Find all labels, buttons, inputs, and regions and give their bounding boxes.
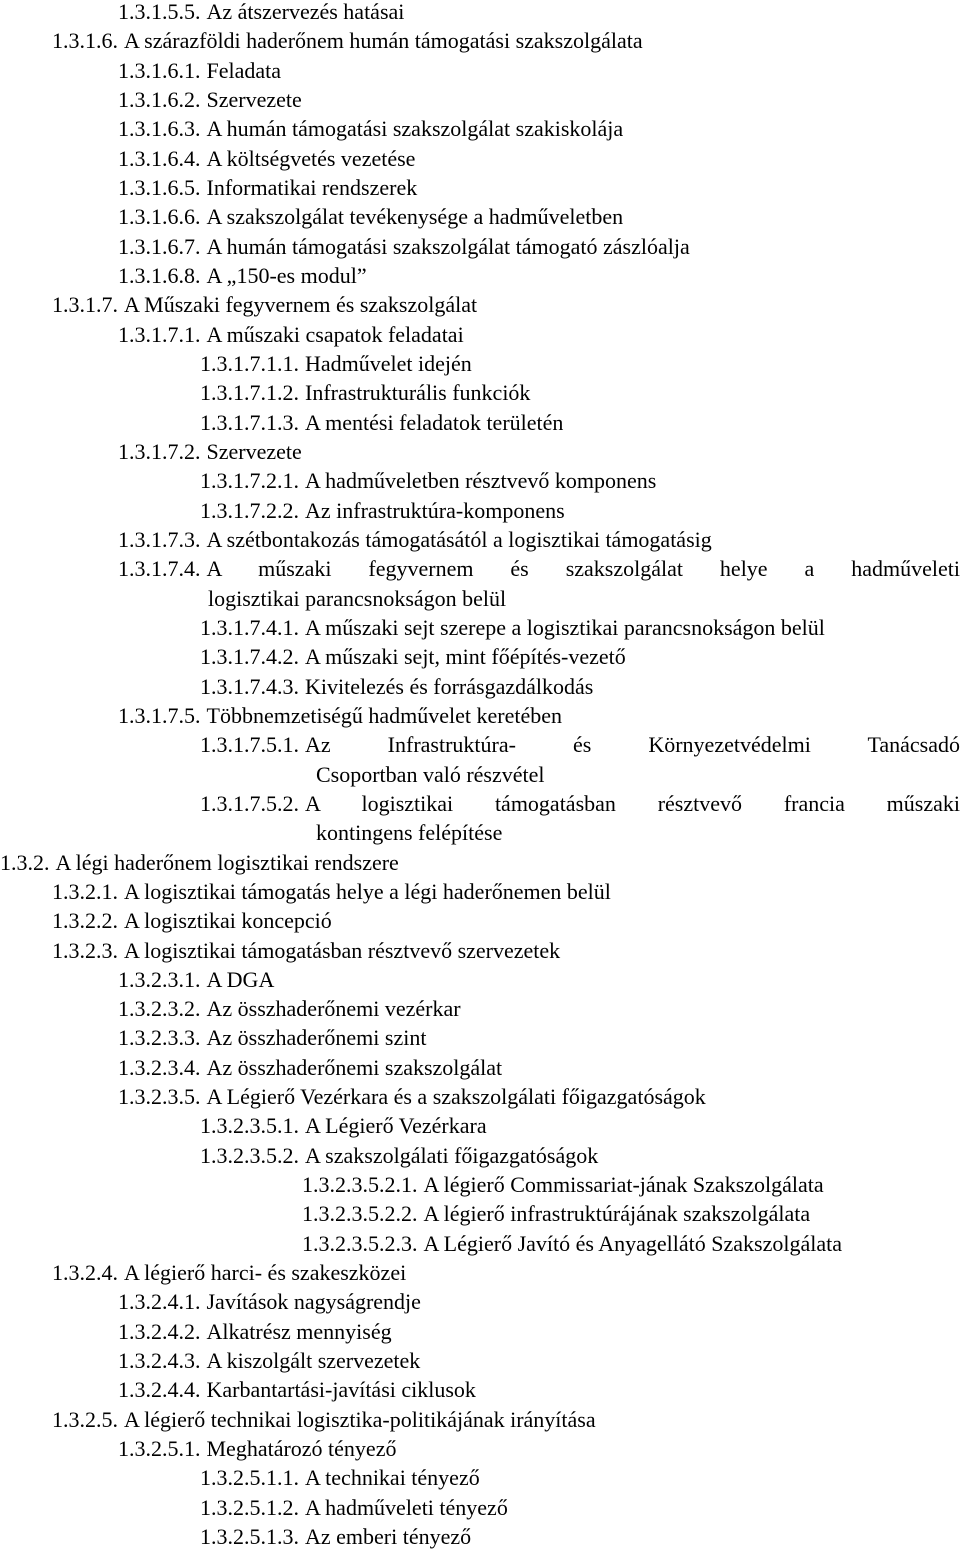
toc-entry-title: A légierő infrastruktúrájának szakszolgálata bbox=[424, 1199, 960, 1228]
toc-entry-number: 1.3.2.5.1.3. bbox=[200, 1522, 299, 1551]
toc-entry-number: 1.3.1.7.4.3. bbox=[200, 672, 299, 701]
toc-entry-title: A szakszolgálat tevékenysége a hadműveletben bbox=[207, 202, 960, 231]
toc-entry-title: Az emberi tényező bbox=[305, 1522, 960, 1551]
toc-entry-number: 1.3.1.7.4.2. bbox=[200, 642, 299, 671]
toc-entry bbox=[0, 877, 960, 906]
toc-entry-number: 1.3.2.5. bbox=[52, 1405, 118, 1434]
toc-entry-title: A légi haderőnem logisztikai rendszere bbox=[56, 848, 960, 877]
toc-entry-title: Az összhaderőnemi szakszolgálat bbox=[207, 1053, 960, 1082]
toc-entry-title: Karbantartási-javítási ciklusok bbox=[207, 1375, 960, 1404]
toc-entry bbox=[0, 144, 960, 173]
toc-entry-number: 1.3.2.3. bbox=[52, 936, 118, 965]
toc-entry bbox=[0, 56, 960, 85]
toc-entry-number: 1.3.1.7.2.2. bbox=[200, 496, 299, 525]
toc-entry-title: Az infrastruktúra-komponens bbox=[305, 496, 960, 525]
toc-entry-number: 1.3.1.7.1.1. bbox=[200, 349, 299, 378]
toc-entry-title: Az átszervezés hatásai bbox=[207, 0, 960, 26]
toc-entry-title: A szárazföldi haderőnem humán támogatási szakszolgálata bbox=[124, 26, 960, 55]
toc-entry bbox=[0, 114, 960, 143]
toc-entry-number: 1.3.2.5.1. bbox=[118, 1434, 201, 1463]
toc-entry-number: 1.3.1.7.1.2. bbox=[200, 378, 299, 407]
toc-entry-number: 1.3.2.4. bbox=[52, 1258, 118, 1287]
toc-entry-number: 1.3.2.5.1.2. bbox=[200, 1493, 299, 1522]
toc-entry-number: 1.3.2.3.4. bbox=[118, 1053, 201, 1082]
toc-entry bbox=[0, 554, 960, 583]
toc-entry-number: 1.3.1.7.4. bbox=[118, 554, 201, 583]
toc-entry-title: Szervezete bbox=[207, 85, 960, 114]
toc-entry-title: A technikai tényező bbox=[305, 1463, 960, 1492]
toc-entry bbox=[0, 613, 960, 642]
toc-entry bbox=[0, 437, 960, 466]
toc-entry bbox=[0, 466, 960, 495]
toc-entry-title: A műszaki sejt szerepe a logisztikai parancsnokságon belül bbox=[305, 613, 960, 642]
toc-entry-number: 1.3.1.5.5. bbox=[118, 0, 201, 26]
toc-entry bbox=[0, 232, 960, 261]
toc-entry-title: A hadműveleti tényező bbox=[305, 1493, 960, 1522]
toc-entry-number: 1.3.1.6.6. bbox=[118, 202, 201, 231]
toc-entry bbox=[0, 965, 960, 994]
toc-entry-title: Az összhaderőnemi vezérkar bbox=[207, 994, 960, 1023]
toc-entry-number: 1.3.1.6.1. bbox=[118, 56, 201, 85]
toc-entry-title: A humán támogatási szakszolgálat szakiskolája bbox=[207, 114, 960, 143]
toc-entry bbox=[0, 290, 960, 319]
toc-entry-title: A hadműveletben résztvevő komponens bbox=[305, 466, 960, 495]
toc-entry-title: A műszaki sejt, mint főépítés-vezető bbox=[305, 642, 960, 671]
toc-entry-continuation bbox=[0, 760, 960, 789]
toc-entry bbox=[0, 789, 960, 818]
toc-entry-title: A szétbontakozás támogatásától a logisztikai támogatásig bbox=[207, 525, 960, 554]
toc-entry-number: 1.3.1.6.3. bbox=[118, 114, 201, 143]
toc-entry bbox=[0, 1141, 960, 1170]
toc-entry-title: A logisztikai támogatásban résztvevő francia műszaki bbox=[305, 789, 960, 818]
toc-entry-number: 1.3.1.7.5. bbox=[118, 701, 201, 730]
toc-entry-number: 1.3.2.3.5.2. bbox=[200, 1141, 299, 1170]
toc-entry-title: A logisztikai koncepció bbox=[124, 906, 960, 935]
toc-entry bbox=[0, 1199, 960, 1228]
toc-entry-title: Az Infrastruktúra- és Környezetvédelmi Tanácsadó bbox=[305, 730, 960, 759]
toc-entry-title: A Légierő Vezérkara és a szakszolgálati főigazgatóságok bbox=[207, 1082, 960, 1111]
toc-entry-title: Többnemzetiségű hadművelet keretében bbox=[207, 701, 960, 730]
toc-entry-title: A műszaki csapatok feladatai bbox=[207, 320, 960, 349]
toc-entry bbox=[0, 408, 960, 437]
toc-entry-title: A mentési feladatok területén bbox=[305, 408, 960, 437]
toc-entry bbox=[0, 261, 960, 290]
toc-entry-title: Szervezete bbox=[207, 437, 960, 466]
toc-entry-number: 1.3.1.7.1. bbox=[118, 320, 201, 349]
toc-entry-title: Informatikai rendszerek bbox=[207, 173, 960, 202]
toc-entry bbox=[0, 1346, 960, 1375]
toc-entry bbox=[0, 672, 960, 701]
toc-entry-title: Feladata bbox=[207, 56, 960, 85]
toc-entry bbox=[0, 1053, 960, 1082]
toc-entry-number: 1.3.1.7.5.1. bbox=[200, 730, 299, 759]
toc-entry-number: 1.3.1.7.2. bbox=[118, 437, 201, 466]
toc-entry bbox=[0, 85, 960, 114]
toc-entry bbox=[0, 1170, 960, 1199]
toc-entry bbox=[0, 848, 960, 877]
toc-entry-title: kontingens felépítése bbox=[316, 818, 960, 847]
toc-entry-title: Infrastrukturális funkciók bbox=[305, 378, 960, 407]
toc-entry bbox=[0, 1375, 960, 1404]
toc-entry-title: Javítások nagyságrendje bbox=[207, 1287, 960, 1316]
toc-entry-number: 1.3.2.3.5. bbox=[118, 1082, 201, 1111]
toc-entry-title: Hadművelet idején bbox=[305, 349, 960, 378]
toc-entry-title: Az összhaderőnemi szint bbox=[207, 1023, 960, 1052]
toc-entry bbox=[0, 320, 960, 349]
toc-entry bbox=[0, 525, 960, 554]
toc-entry-number: 1.3.2.5.1.1. bbox=[200, 1463, 299, 1492]
toc-entry-number: 1.3.1.6.5. bbox=[118, 173, 201, 202]
toc-entry bbox=[0, 26, 960, 55]
toc-entry-number: 1.3.2.3.5.2.2. bbox=[302, 1199, 418, 1228]
toc-entry bbox=[0, 1434, 960, 1463]
toc-entry-number: 1.3.1.6. bbox=[52, 26, 118, 55]
toc-entry-number: 1.3.1.7.5.2. bbox=[200, 789, 299, 818]
toc-entry bbox=[0, 906, 960, 935]
toc-entry-number: 1.3.2.3.5.2.3. bbox=[302, 1229, 418, 1258]
toc-entry bbox=[0, 1229, 960, 1258]
toc-entry-title: A légierő harci- és szakeszközei bbox=[124, 1258, 960, 1287]
toc-entry-number: 1.3.1.7.4.1. bbox=[200, 613, 299, 642]
toc-entry-number: 1.3.1.7. bbox=[52, 290, 118, 319]
toc-entry bbox=[0, 1082, 960, 1111]
toc-entry bbox=[0, 1111, 960, 1140]
toc-entry bbox=[0, 1287, 960, 1316]
toc-entry-number: 1.3.2. bbox=[0, 848, 50, 877]
toc-entry-title: Alkatrész mennyiség bbox=[207, 1317, 960, 1346]
toc-entry-title: A logisztikai támogatás helye a légi haderőnemen belül bbox=[124, 877, 960, 906]
toc-entry-number: 1.3.1.6.4. bbox=[118, 144, 201, 173]
toc-entry-title: A DGA bbox=[207, 965, 960, 994]
toc-entry-number: 1.3.2.4.2. bbox=[118, 1317, 201, 1346]
toc-entry bbox=[0, 349, 960, 378]
toc-entry bbox=[0, 496, 960, 525]
toc-entry-number: 1.3.1.6.8. bbox=[118, 261, 201, 290]
toc-entry-number: 1.3.2.2. bbox=[52, 906, 118, 935]
toc-entry-title: A műszaki fegyvernem és szakszolgálat helye a hadműveleti bbox=[207, 554, 960, 583]
toc-entry bbox=[0, 1405, 960, 1434]
toc-entry bbox=[0, 0, 960, 26]
toc-entry bbox=[0, 730, 960, 759]
toc-entry-title: A költségvetés vezetése bbox=[207, 144, 960, 173]
toc-entry-number: 1.3.2.4.4. bbox=[118, 1375, 201, 1404]
toc-entry-number: 1.3.1.7.2.1. bbox=[200, 466, 299, 495]
toc-entry-title: Meghatározó tényező bbox=[207, 1434, 960, 1463]
toc-entry bbox=[0, 1258, 960, 1287]
toc-entry-number: 1.3.2.4.3. bbox=[118, 1346, 201, 1375]
toc-entry bbox=[0, 378, 960, 407]
toc-entry-number: 1.3.2.1. bbox=[52, 877, 118, 906]
toc-entry-title: Csoportban való részvétel bbox=[316, 760, 960, 789]
toc-entry-number: 1.3.1.7.1.3. bbox=[200, 408, 299, 437]
toc-entry-title: A légierő technikai logisztika-politikájának irányítása bbox=[124, 1405, 960, 1434]
toc-entry bbox=[0, 936, 960, 965]
toc-entry bbox=[0, 1023, 960, 1052]
toc-entry-number: 1.3.1.6.2. bbox=[118, 85, 201, 114]
toc-entry-title: Kivitelezés és forrásgazdálkodás bbox=[305, 672, 960, 701]
toc-entry-number: 1.3.2.3.5.2.1. bbox=[302, 1170, 418, 1199]
toc-entry-title: A humán támogatási szakszolgálat támogató zászlóalja bbox=[207, 232, 960, 261]
toc-entry-number: 1.3.2.3.2. bbox=[118, 994, 201, 1023]
toc-entry-title: A „150-es modul” bbox=[207, 261, 960, 290]
toc-entry bbox=[0, 701, 960, 730]
toc-entry-title: logisztikai parancsnokságon belül bbox=[208, 584, 960, 613]
toc-entry-number: 1.3.1.6.7. bbox=[118, 232, 201, 261]
toc-entry-continuation bbox=[0, 818, 960, 847]
toc-entry-number: 1.3.2.3.5.1. bbox=[200, 1111, 299, 1140]
toc-entry bbox=[0, 173, 960, 202]
toc-entry-title: A logisztikai támogatásban résztvevő szervezetek bbox=[124, 936, 960, 965]
toc-entry-title: A kiszolgált szervezetek bbox=[207, 1346, 960, 1375]
toc-entry bbox=[0, 1463, 960, 1492]
toc-entry bbox=[0, 1522, 960, 1551]
toc-entry-number: 1.3.2.3.3. bbox=[118, 1023, 201, 1052]
toc-entry-title: A szakszolgálati főigazgatóságok bbox=[305, 1141, 960, 1170]
toc-entry-title: A légierő Commissariat-jának Szakszolgálata bbox=[424, 1170, 960, 1199]
toc-entry-title: A Légierő Javító és Anyagellátó Szakszolgálata bbox=[424, 1229, 960, 1258]
toc-entry-title: A Légierő Vezérkara bbox=[305, 1111, 960, 1140]
toc-entry bbox=[0, 1493, 960, 1522]
toc-entry-title: A Műszaki fegyvernem és szakszolgálat bbox=[124, 290, 960, 319]
toc-entry bbox=[0, 202, 960, 231]
toc-entry-number: 1.3.2.4.1. bbox=[118, 1287, 201, 1316]
toc-entry-number: 1.3.2.3.1. bbox=[118, 965, 201, 994]
toc-entry bbox=[0, 994, 960, 1023]
toc-entry-continuation bbox=[0, 584, 960, 613]
toc-entry-number: 1.3.1.7.3. bbox=[118, 525, 201, 554]
toc-entry bbox=[0, 642, 960, 671]
toc-entry bbox=[0, 1317, 960, 1346]
